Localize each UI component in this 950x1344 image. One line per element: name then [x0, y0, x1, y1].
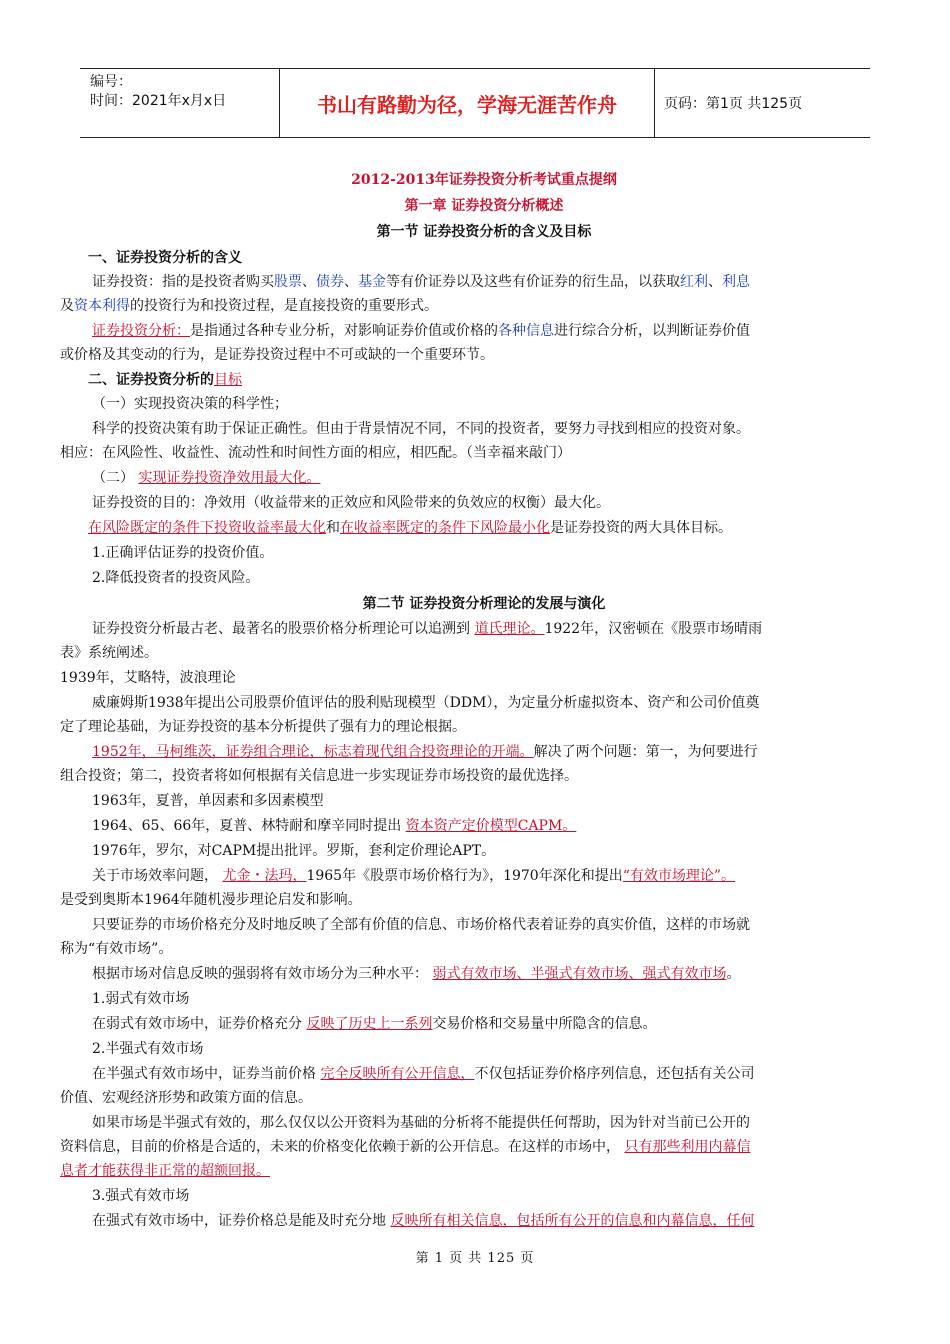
paragraph-fama [92, 866, 735, 886]
number-label: 编号： [90, 74, 132, 90]
highlight: 息者才能获得非正常的超额回报。 [60, 1163, 270, 1179]
highlight: “有效市场理论”。 [622, 868, 736, 884]
line-elliott: 1939年，艾略特，波浪理论 [60, 670, 236, 686]
text: 。 [726, 966, 741, 982]
paragraph-definition-cont [60, 296, 438, 316]
header-page-info: 页码：第1页 共125页 [664, 96, 803, 112]
paragraph-efficient-cont: 称为“有效市场”。 [60, 941, 173, 957]
text: 、 [708, 274, 722, 290]
text: 是证券投资的两大具体目标。 [550, 520, 732, 536]
paragraph-ddm-cont: 定了理论基础，为证券投资的基本分析提供了强有力的理论根据。 [60, 719, 466, 735]
paragraph-match: 相应：在风险性、收益性、流动性和时间性方面的相应，相匹配。（当幸福来敲门） [60, 445, 571, 461]
text: 关于市场效率问题， [92, 868, 223, 884]
highlight: 在收益率既定的条件下风险最小化 [340, 520, 550, 536]
text: 、 [344, 274, 358, 290]
subheading-semi-strong: 2.半强式有效市场 [92, 1041, 204, 1057]
link-stock[interactable]: 股票 [274, 274, 302, 290]
section-title-1: 第一节 证券投资分析的含义及目标 [376, 224, 592, 240]
highlight: 完全反映所有公开信息， [320, 1066, 475, 1082]
link-dividend[interactable]: 红利 [680, 274, 708, 290]
link-fund[interactable]: 基金 [358, 274, 386, 290]
highlight: 弱式有效市场、半强式有效市场、强式有效市场 [432, 966, 727, 982]
paragraph-semi-strong-analysis: 如果市场是半强式有效的，那么仅仅以公开资料为基础的分析将不能提供任何帮助，因为针对当前已公开的 [92, 1115, 750, 1131]
link-bond[interactable]: 债券 [316, 274, 344, 290]
text: 不仅包括证券价格序列信息，还包括有关公司 [474, 1066, 755, 1082]
paragraph-dow-cont: 表》系统阐述。 [60, 645, 158, 661]
text: 等有价证券以及这些有价证券的衍生品，以获取 [386, 274, 680, 290]
text: 在强式有效市场中，证券价格总是能及时充分地 [92, 1213, 391, 1229]
paragraph-insider [60, 1137, 750, 1157]
subheading-1: （一）实现投资决策的科学性； [92, 396, 288, 412]
time-label: 时间：2021年x月x日 [90, 93, 227, 109]
list-item-2: 2.降低投资者的投资风险。 [92, 570, 260, 586]
text: 1922年，汉密顿在《股票市场晴雨 [544, 621, 763, 637]
paragraph-scientific: 科学的投资决策有助于保证正确性。但由于背景情况不同，不同的投资者，要努力寻找到相应的投资对象。 [92, 421, 750, 437]
highlight: 1952年，马柯维茨，证券组合理论，标志着现代组合投资理论的开端。 [92, 744, 534, 760]
paragraph-semi-strong [92, 1064, 754, 1084]
text: 和 [326, 520, 340, 536]
paragraph-markowitz [92, 742, 758, 762]
paragraph-three-levels [92, 964, 740, 984]
paragraph-fama-cont: 是受到奥斯本1964年随机漫步理论启发和影响。 [60, 892, 362, 908]
paragraph-ddm: 威廉姆斯1938年提出公司股票价值评估的股利贴现模型（DDM），为定量分析虚拟资本、资产和公司价值奠 [92, 695, 760, 711]
highlight: 资本资产定价模型CAPM。 [405, 818, 577, 834]
link-capital-gain[interactable]: 资本利得 [74, 298, 130, 314]
highlight: 尤金・法玛， [222, 868, 307, 884]
highlight: 在风险既定的条件下投资收益率最大化 [88, 520, 326, 536]
highlight: 道氏理论。 [474, 621, 545, 637]
heading-goal [88, 370, 242, 390]
line-sharpe-1963: 1963年，夏普，单因素和多因素模型 [92, 793, 324, 809]
text: 、 [302, 274, 316, 290]
link-info[interactable]: 各种信息 [498, 323, 554, 339]
text: 根据市场对信息反映的强弱将有效市场分为三种水平： [92, 966, 433, 982]
text: 进行综合分析，以判断证券价值 [554, 323, 750, 339]
chapter-title: 第一章 证券投资分析概述 [404, 198, 564, 214]
line-capm [92, 816, 576, 836]
highlight: 反映了历史上一系列 [306, 1016, 433, 1032]
section-title-2: 第二节 证券投资分析理论的发展与演化 [362, 596, 606, 612]
line-roll: 1976年，罗尔，对CAPM提出批评。罗斯，套利定价理论APT。 [92, 843, 496, 859]
text: 1964、65、66年，夏普、林特耐和摩辛同时提出 [92, 818, 406, 834]
text: 1965年《股票市场价格行为》，1970年深化和提出 [306, 868, 623, 884]
paragraph-strong [92, 1211, 754, 1231]
text: 证券投资分析最古老、最著名的股票价格分析理论可以追溯到 [92, 621, 475, 637]
highlight: 证券投资分析： [92, 323, 190, 339]
paragraph-markowitz-cont: 组合投资；第二，投资者将如何根据有关信息进一步实现证券市场投资的最优选择。 [60, 768, 578, 784]
text: 二、证券投资分析的 [88, 372, 214, 388]
link-interest[interactable]: 利息 [722, 274, 750, 290]
heading-meaning: 一、证券投资分析的含义 [88, 250, 242, 266]
text: 是指通过各种专业分析，对影响证券价值或价格的 [190, 323, 498, 339]
paragraph-efficient: 只要证券的市场价格充分及时地反映了全部有价值的信息、市场价格代表着证券的真实价值，这样的市场就 [92, 917, 750, 933]
link-goal[interactable]: 目标 [214, 372, 242, 388]
paragraph-purpose: 证券投资的目的：净效用（收益带来的正效应和风险带来的负效应的权衡）最大化。 [92, 495, 610, 511]
paragraph-semi-strong-cont: 价值、宏观经济形势和政策方面的信息。 [60, 1090, 312, 1106]
subheading-strong: 3.强式有效市场 [92, 1188, 190, 1204]
header-meta [80, 69, 280, 137]
highlight: 只有那些利用内幕信 [624, 1139, 751, 1155]
text: 交易价格和交易量中所隐含的信息。 [432, 1016, 657, 1032]
subheading-2 [92, 468, 320, 488]
text: （二） [92, 470, 139, 486]
doc-title: 2012-2013年证券投资分析考试重点提纲 [351, 172, 617, 188]
list-item-1: 1.正确评估证券的投资价值。 [92, 545, 274, 561]
paragraph-analysis-cont: 或价格及其变动的行为，是证券投资过程中不可或缺的一个重要环节。 [60, 347, 494, 363]
highlight: 实现证券投资净效用最大化。 [138, 470, 321, 486]
highlight: 反映所有相关信息，包括所有公开的信息和内幕信息，任何 [390, 1213, 755, 1229]
text: 解决了两个问题：第一，为何要进行 [533, 744, 758, 760]
text: 证券投资：指的是投资者购买 [92, 274, 274, 290]
text: 及 [60, 298, 74, 314]
paragraph-dow [92, 619, 762, 639]
text: 在半强式有效市场中，证券当前价格 [92, 1066, 321, 1082]
header-motto: 书山有路勤为径，学海无涯苦作舟 [280, 69, 655, 137]
paragraph-analysis [92, 321, 750, 341]
subheading-weak: 1.弱式有效市场 [92, 991, 190, 1007]
page-footer: 第 1 页 共 125 页 [415, 1251, 535, 1266]
text: 资料信息，目前的价格是合适的，未来的价格变化依赖于新的公开信息。在这样的市场中， [60, 1139, 625, 1155]
paragraph-insider-cont [60, 1161, 270, 1181]
text: 在弱式有效市场中，证券价格充分 [92, 1016, 307, 1032]
paragraph-two-goals [88, 518, 732, 538]
paragraph-definition [92, 272, 750, 292]
paragraph-weak [92, 1014, 656, 1034]
header-table [80, 68, 870, 138]
text: 的投资行为和投资过程，是直接投资的重要形式。 [130, 298, 438, 314]
